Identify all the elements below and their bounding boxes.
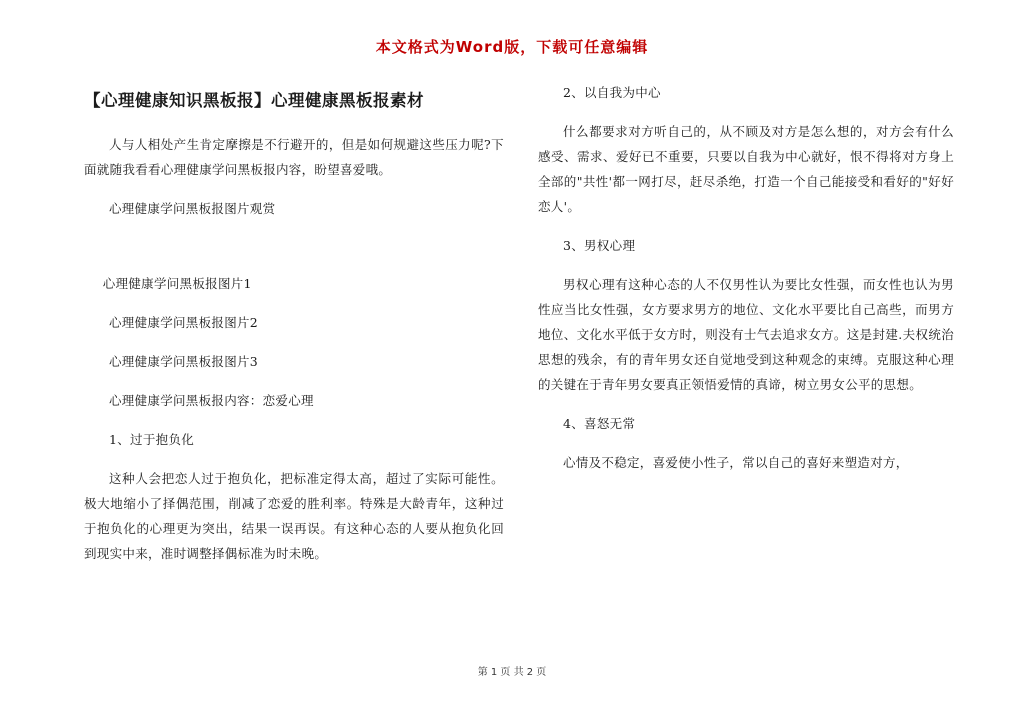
right-column [538,80,954,489]
section-4-body: 心情及不稳定，喜爱使小性子，常以自己的喜好来塑造对方， [563,455,909,470]
left-column [84,88,504,580]
section-3-heading: 3、男权心理 [563,238,636,253]
document-title: 【心理健康知识黑板报】心理健康黑板报素材 [84,91,424,110]
page-number-footer: 第 1 页 共 2 页 [477,667,547,678]
section-4-heading: 4、喜怒无常 [563,416,636,431]
word-format-banner: 本文格式为Word版，下载可任意编辑 [375,38,649,56]
image-caption-3: 心理健康学问黑板报图片3 [109,354,259,369]
section-2-heading: 2、以自我为中心 [563,85,661,100]
image-caption-2: 心理健康学问黑板报图片2 [109,315,259,330]
image-placeholder [84,235,504,271]
section-3-body: 男权心理有这种心态的人不仅男性认为要比女性强，而女性也认为男性应当比女性强，女方要求男方的地位、文化水平要比自己高些，而男方地位、文化水平低于女方时，则没有士气去追求女方。这是封建.夫权统治思想的残余，有的青年男女还自觉地受到这种观念的束缚。克服这种心理的关键在于青年男女要真正领悟爱情的真谛，树立男女公平的思想。 [538,277,954,392]
section-2-body: 什么都要求对方听自己的，从不顾及对方是怎么想的，对方会有什么感受、需求、爱好已不重要，只要以自我为中心就好，恨不得将对方身上全部的"共性'都一网打尽，赶尽杀绝，打造一个自己能接受和看好的"好好恋人'。 [538,124,954,214]
section-1-heading: 1、过于抱负化 [109,432,195,447]
image-caption-1: 心理健康学问黑板报图片1 [102,276,252,291]
gallery-heading: 心理健康学问黑板报图片观赏 [109,201,276,216]
content-heading: 心理健康学问黑板报内容：恋爱心理 [109,393,314,408]
intro-paragraph: 人与人相处产生肯定摩擦是不行避开的，但是如何规避这些压力呢?下面就随我看看心理健康学问黑板报内容，盼望喜爱哦。 [84,137,504,177]
section-1-body: 这种人会把恋人过于抱负化，把标准定得太高，超过了实际可能性。极大地缩小了择偶范围，削减了恋爱的胜利率。特殊是大龄青年，这种过于抱负化的心理更为突出，结果一误再误。有这种心态的人要从抱负化回到现实中来，准时调整择偶标准为时未晚。 [84,471,504,561]
